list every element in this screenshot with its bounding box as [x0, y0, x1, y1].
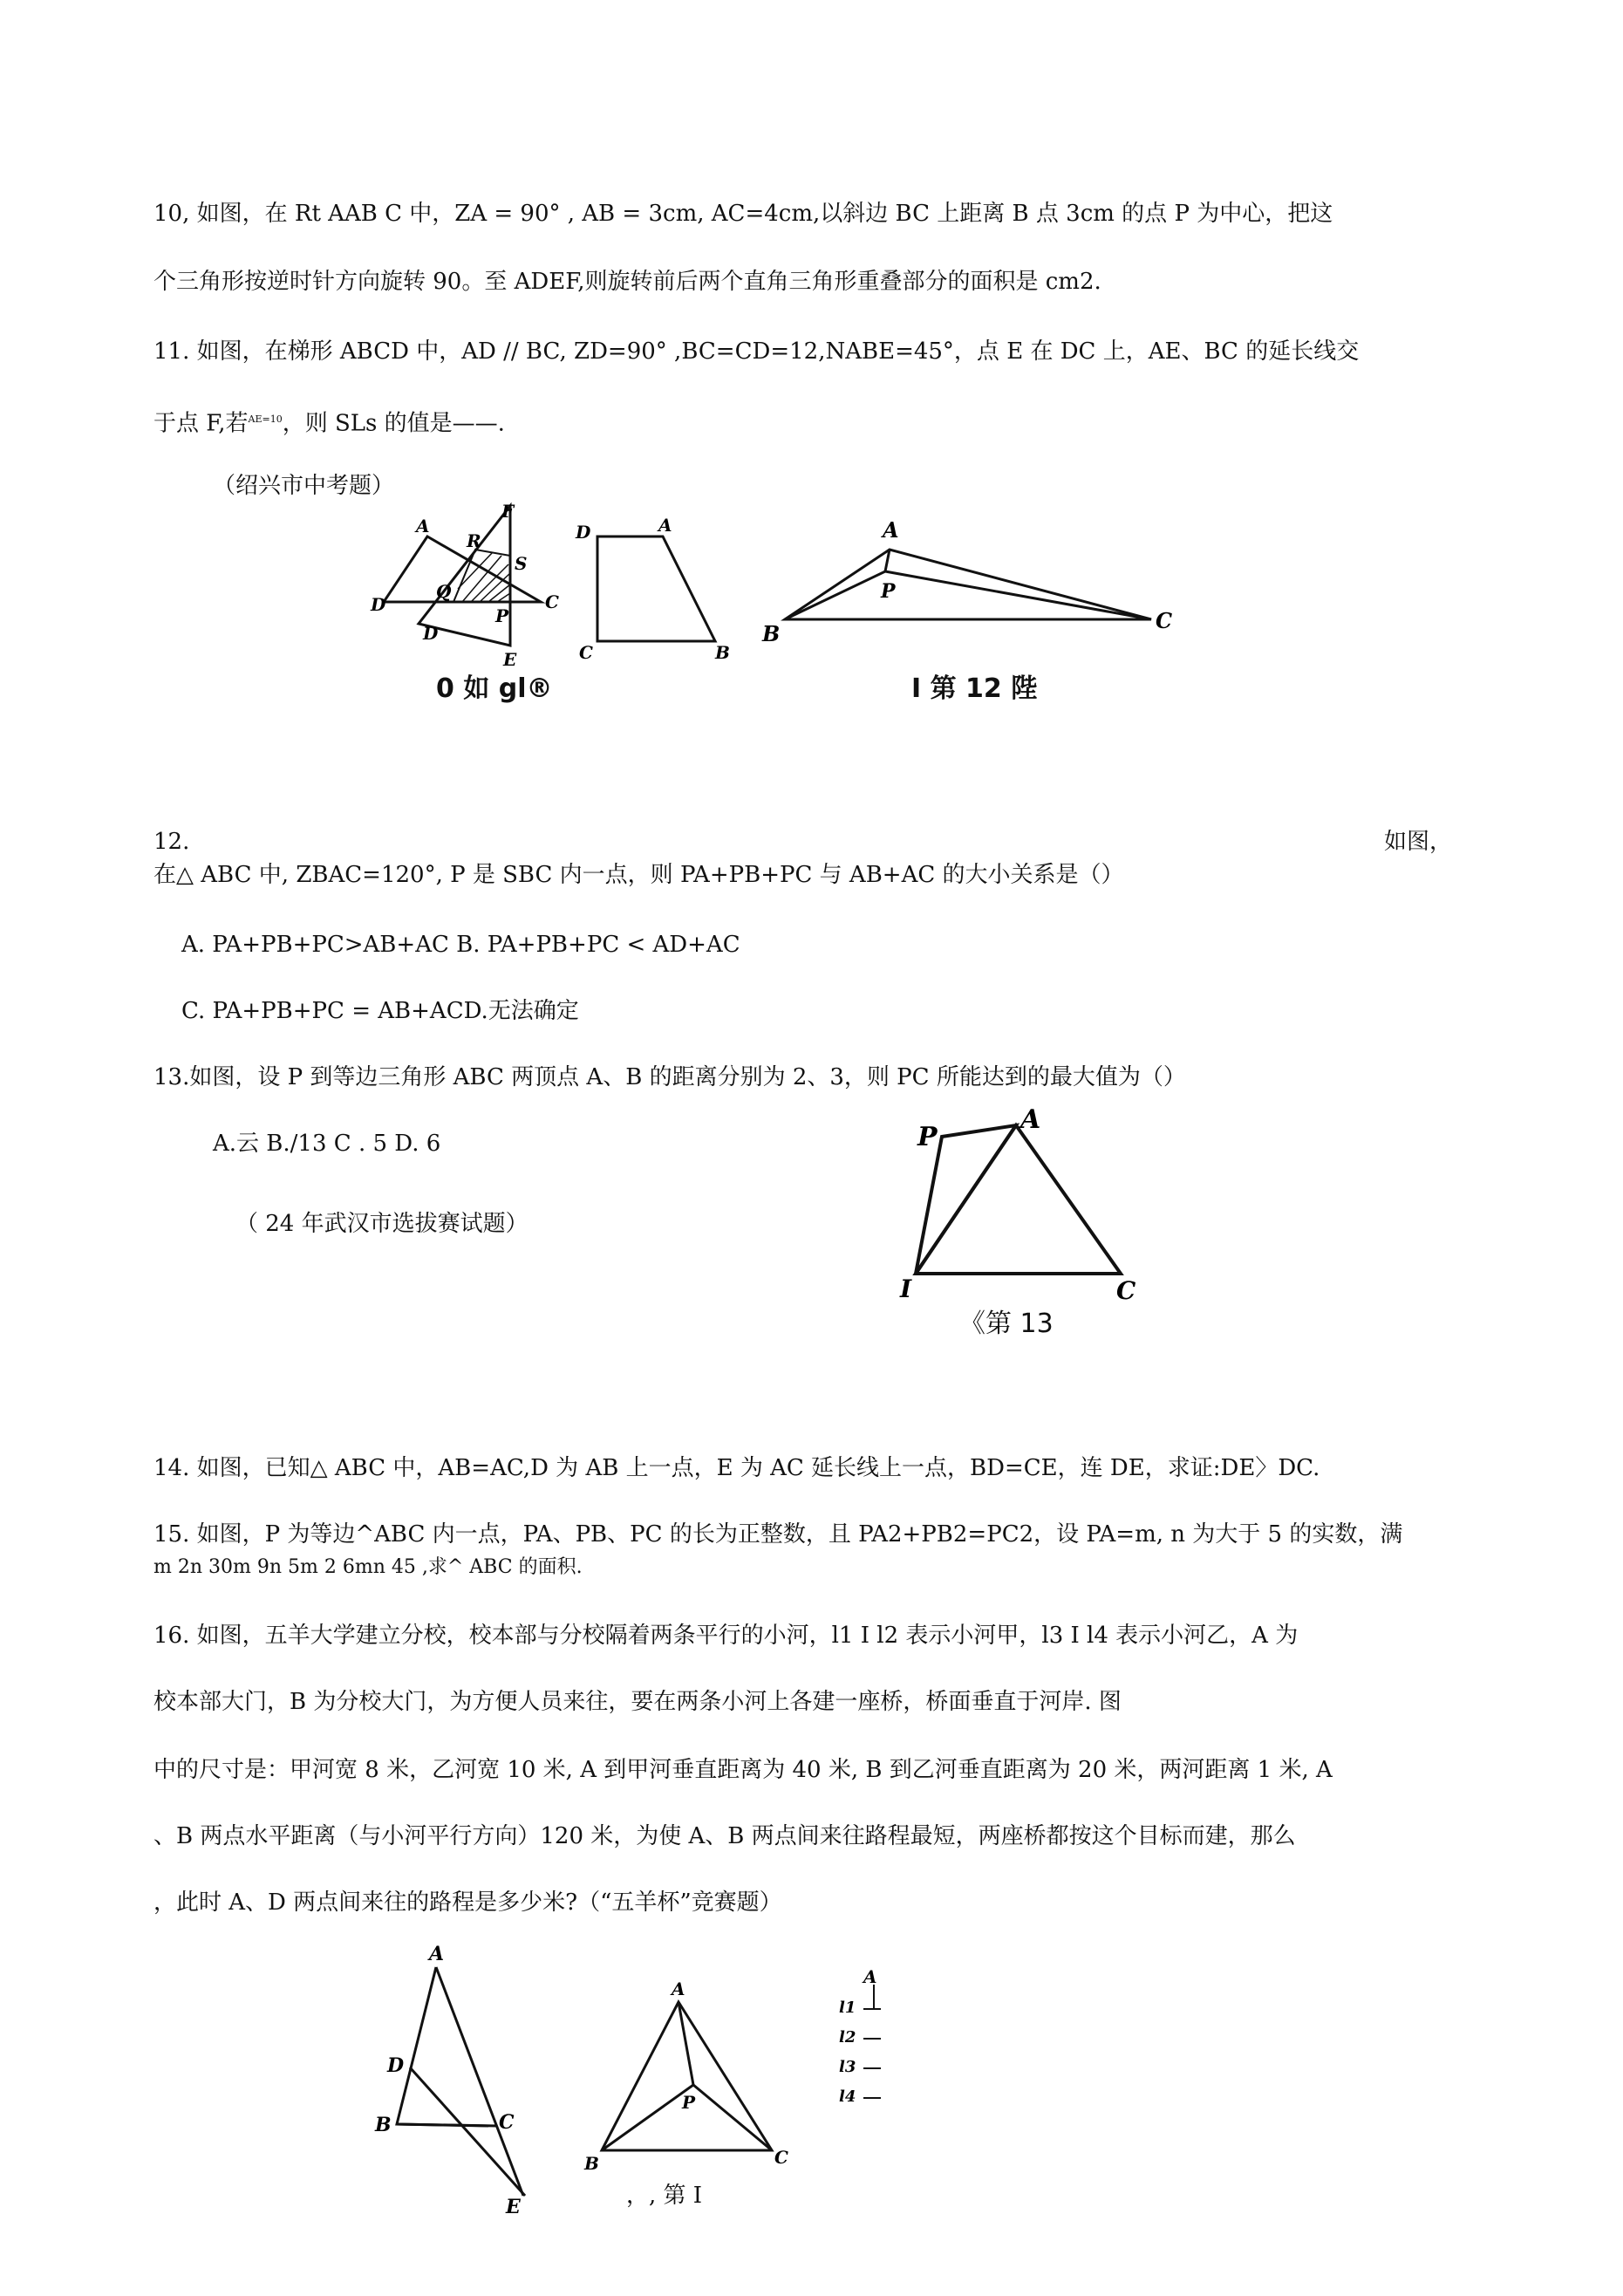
q11-line2-a: 于点 F,若: [153, 410, 249, 437]
q16-line3: 中的尺寸是：甲河宽 8 米，乙河宽 10 米, A 到甲河垂直距离为 40 米, B 到乙河垂直距离为 20 米，两河距离 1 米, A: [153, 1757, 1333, 1783]
figure-caption-right: I 第 12 陛: [911, 673, 1038, 704]
fig16-label-a: A: [863, 1966, 877, 1987]
fig16-label-l3: l3: [839, 2058, 856, 2076]
q11-line2: [153, 405, 505, 439]
fig13-label-a: A: [1020, 1104, 1041, 1135]
fig14-label-b: B: [375, 2114, 392, 2136]
fig13-label-p: P: [917, 1122, 938, 1152]
q10-line2: 个三角形按逆时针方向旋转 90。至 ADEF,则旋转前后两个直角三角形重叠部分的面积是 cm2.: [153, 269, 1101, 295]
figure-q10: [371, 501, 571, 670]
fig1-label-a: A: [416, 516, 430, 536]
fig16-label-l2: l2: [839, 2028, 856, 2047]
q11-line2-tiny: AE=10: [248, 413, 283, 425]
fig1-label-p: P: [495, 605, 509, 626]
fig15-label-b: B: [584, 2153, 599, 2174]
q12-line2: 在△ ABC 中, ZBAC=120°, P 是 SBC 内一点，则 PA+PB+PC 与 AB+AC 的大小关系是（）: [153, 862, 1124, 888]
figure-q12: [759, 515, 1173, 646]
fig3-label-p: P: [881, 580, 896, 603]
q15-line2: m 2n 30m 9n 5m 2 6mn 45 ,求^ ABC 的面积.: [153, 1556, 583, 1578]
fig2-label-a: A: [658, 515, 672, 536]
fig2-label-d: D: [576, 522, 591, 543]
fig13-label-i: I: [900, 1274, 912, 1303]
fig1-label-r: R: [467, 530, 481, 551]
q11-source: （绍兴市中考题）: [213, 473, 395, 499]
q12-number: 12.: [153, 829, 190, 855]
q12-option-a: A. PA+PB+PC>AB+AC B. PA+PB+PC < AD+AC: [181, 932, 740, 958]
q16-line2: 校本部大门，B 为分校大门，为方便人员来往，要在两条小河上各建一座桥，桥面垂直于河岸. 图: [153, 1689, 1122, 1715]
q13-source: （ 24 年武汉市选拔赛试题）: [235, 1211, 528, 1237]
fig2-label-b: B: [715, 642, 730, 663]
figure-row2-caption: ，, 第 I: [626, 2183, 703, 2209]
fig14-label-c: C: [499, 2111, 515, 2134]
fig1-label-q: Q: [436, 581, 452, 602]
fig16-label-l4: l4: [839, 2088, 856, 2106]
fig1-label-f: F: [501, 501, 515, 522]
fig1-label-s: S: [515, 553, 528, 574]
fig14-label-e: E: [506, 2196, 521, 2218]
q12-option-c: C. PA+PB+PC = AB+ACD.无法确定: [181, 998, 579, 1024]
fig3-label-c: C: [1156, 608, 1173, 633]
fig3-label-b: B: [762, 621, 781, 646]
fig1-label-c: C: [545, 591, 559, 612]
figure-q13: [890, 1104, 1136, 1305]
fig16-label-l1: l1: [839, 1999, 856, 2017]
fig1-label-d2: D: [423, 623, 439, 644]
fig15-label-c: C: [774, 2147, 788, 2168]
fig15-label-a: A: [672, 1978, 685, 1999]
fig1-label-e: E: [503, 649, 517, 670]
fig15-label-p: P: [682, 2092, 696, 2113]
fig3-label-a: A: [883, 517, 899, 543]
q10-line1: 10, 如图，在 Rt AAB C 中，ZA = 90° , AB = 3cm, AC=4cm,以斜边 BC 上距离 B 点 3cm 的点 P 为中心，把这: [153, 201, 1333, 227]
q16-line1: 16. 如图，五羊大学建立分校，校本部与分校隔着两条平行的小河，l1 I l2 表示小河甲，l3 I l4 表示小河乙，A 为: [153, 1623, 1299, 1649]
q14-line1: 14. 如图，已知△ ABC 中，AB=AC,D 为 AB 上一点，E 为 AC 延长线上一点，BD=CE，连 DE，求证:DE〉DC.: [153, 1455, 1320, 1481]
q12-right: 如图，: [1384, 829, 1453, 855]
fig2-label-c: C: [579, 642, 593, 663]
q15-line1: 15. 如图，P 为等边^ABC 内一点，PA、PB、PC 的长为正整数，且 PA2+PB2=PC2，设 PA=m, n 为大于 5 的实数，满: [153, 1521, 1403, 1548]
q16-line4: 、B 两点水平距离（与小河平行方向）120 米，为使 A、B 两点间来往路程最短，两座桥都按这个目标而建，那么: [153, 1823, 1296, 1849]
fig13-label-c: C: [1116, 1276, 1136, 1305]
q13-line1: 13.如图，设 P 到等边三角形 ABC 两顶点 A、B 的距离分别为 2、3，则 PC 所能达到的最大值为（）: [153, 1064, 1186, 1090]
fig14-label-d: D: [387, 2054, 405, 2077]
figure-q16: [837, 1966, 924, 2106]
q13-caption: 《第 13: [959, 1309, 1054, 1339]
fig14-label-a: A: [429, 1943, 445, 1965]
q11-line1: 11. 如图，在梯形 ABCD 中，AD // BC, ZD=90° ,BC=CD=12,NABE=45°，点 E 在 DC 上，AE、BC 的延长线交: [153, 338, 1360, 365]
fig1-label-d: D: [371, 594, 386, 615]
q13-options: A.云 B./13 C . 5 D. 6: [213, 1131, 441, 1157]
figure-q11: [576, 515, 730, 663]
figure-caption-left: 0 如 gl®: [436, 673, 553, 704]
q16-line5: ，此时 A、D 两点间来往的路程是多少米?（“五羊杯”竞赛题）: [153, 1889, 782, 1916]
figure-q14: [375, 1941, 549, 2218]
figure-q15: [576, 1976, 794, 2176]
q11-line2-b: ，则 SLs 的值是——.: [282, 410, 505, 437]
